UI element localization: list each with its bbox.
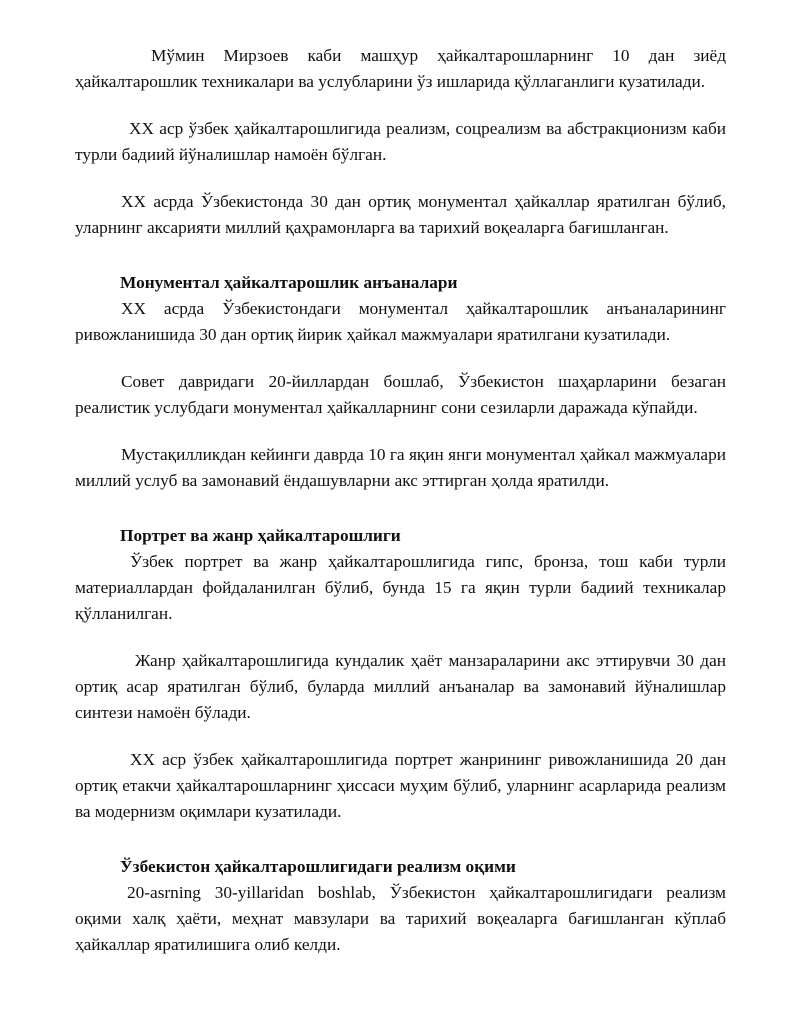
intro-paragraph-2: XX аср ўзбек ҳайкалтарошлигида реализм, соцреализм ва абстракционизм каби турли бадиий йўналишлар намоён бўлган. [75,119,726,164]
portrait-paragraph-2: Жанр ҳайкалтарошлигида кундалик ҳаёт манзараларини акс эттирувчи 30 дан ортиқ асар яратилган бўлиб, буларда миллий анъаналар ва замонавий йўналишлар синтези намоён бўлади. [75,651,726,722]
intro-paragraph-3: XX асрда Ўзбекистонда 30 дан ортиқ монументал ҳайкаллар яратилган бўлиб, уларнинг аксарияти миллий қаҳрамонларга ва тарихий воқеаларга бағишланган. [75,192,726,237]
section-heading-portrait-genre: Портрет ва жанр ҳайкалтарошлиги [120,526,401,545]
section-heading-realism: Ўзбекистон ҳайкалтарошлигидаги реализм оқими [120,857,516,876]
intro-paragraph-1: Мўмин Мирзоев каби машҳур ҳайкалтарошларнинг 10 дан зиёд ҳайкалтарошлик техникалари ва услубларини ўз ишларида қўллаганлиги кузатилади. [75,46,726,91]
monumental-paragraph-1: XX асрда Ўзбекистондаги монументал ҳайкалтарошлик анъаналарининг ривожланишида 30 дан ортиқ йирик ҳайкал мажмуалари яратилгани кузатилади. [75,299,726,344]
portrait-paragraph-3: XX аср ўзбек ҳайкалтарошлигида портрет жанрининг ривожланишида 20 дан ортиқ етакчи ҳайкалтарошларнинг ҳиссаси муҳим бўлиб, уларнинг асарларида реализм ва модернизм оқимлари кузатилади. [75,750,726,821]
realism-paragraph-1: 20-asrning 30-yillaridan boshlab, Ўзбекистон ҳайкалтарошлигидаги реализм оқими халқ ҳаёти, меҳнат мавзулари ва тарихий воқеаларга бағишланган кўплаб ҳайкаллар яратилишига олиб келди. [75,883,726,954]
section-heading-monumental: Монументал ҳайкалтарошлик анъаналари [120,273,458,292]
monumental-paragraph-3: Мустақилликдан кейинги даврда 10 га яқин янги монументал ҳайкал мажмуалари миллий услуб ва замонавий ёндашувларни акс эттирган ҳолда яратилди. [75,445,726,490]
monumental-paragraph-2: Совет давридаги 20-йиллардан бошлаб, Ўзбекистон шаҳарларини безаган реалистик услубдаги монументал ҳайкалларнинг сони сезиларли даражада кўпайди. [75,372,726,417]
portrait-paragraph-1: Ўзбек портрет ва жанр ҳайкалтарошлигида гипс, бронза, тош каби турли материаллардан фойдаланилган бўлиб, бунда 15 га яқин турли бадиий техникалар қўлланилган. [75,552,726,623]
document-page [75,43,726,958]
